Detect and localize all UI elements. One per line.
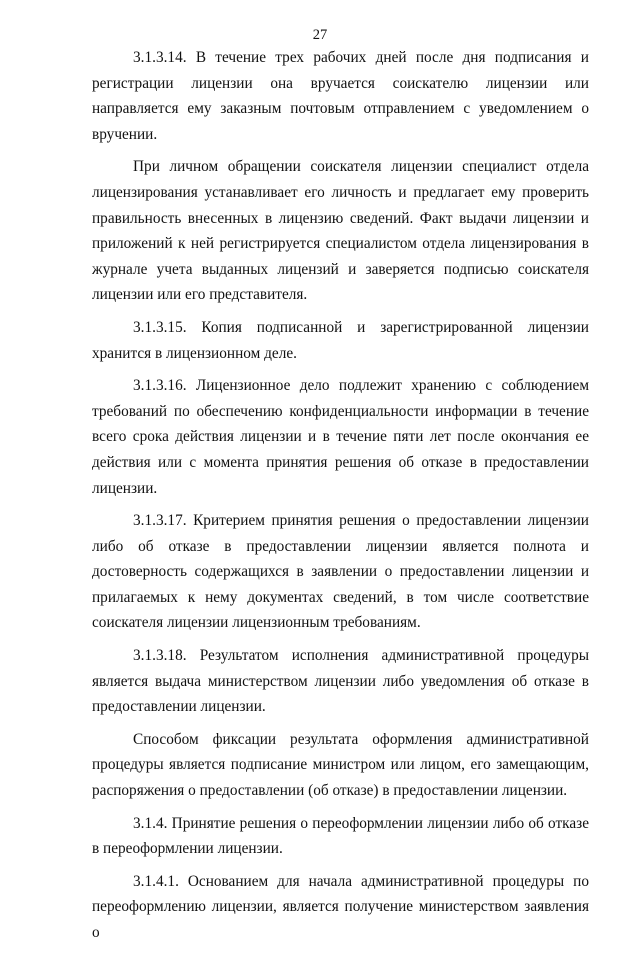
document-body xyxy=(92,45,589,953)
paragraph-3-1-3-17: 3.1.3.17. Критерием принятия решения о предоставлении лицензии либо об отказе в предоставлении лицензии является полнота и достоверность содержащихся в заявлении о предоставлении лицензии и прилагаемых к нему документах сведений, в том числе соответствие соискателя лицензии лицензионным требованиям. xyxy=(92,512,589,632)
paragraph-3-1-3-15: 3.1.3.15. Копия подписанной и зарегистрированной лицензии хранится в лицензионном деле. xyxy=(92,318,589,362)
paragraph-3-1-3-18: 3.1.3.18. Результатом исполнения административной процедуры является выдача министерством лицензии либо уведомления об отказе в предоставлении лицензии. xyxy=(92,647,589,716)
paragraph-fixation-method: Способом фиксации результата оформления административной процедуры является подписание министром или лицом, его замещающим, распоряжения о предоставлении (об отказе) в предоставлении лицензии. xyxy=(92,730,589,800)
paragraph-3-1-3-14: 3.1.3.14. В течение трех рабочих дней после дня подписания и регистрации лицензии она вручается соискателю лицензии или направляется ему заказным почтовым отправлением с уведомлением о вручении. xyxy=(92,49,589,143)
paragraph-3-1-3-16: 3.1.3.16. Лицензионное дело подлежит хранению с соблюдением требований по обеспечению конфиденциальности информации в течение всего срока действия лицензии и в течение пяти лет после окончания ее действия или с момента принятия решения об отказе в предоставлении лицензии. xyxy=(92,377,589,497)
page-number: 27 xyxy=(312,27,328,43)
paragraph-personal-appeal: При личном обращении соискателя лицензии специалист отдела лицензирования устанавливает его личность и предлагает ему проверить правильность внесенных в лицензию сведений. Факт выдачи лицензии и приложений к ней регистрируется специалистом отдела лицензирования в журнале учета выданных лицензий и заверяется подписью соискателя лицензии или его представителя. xyxy=(92,158,589,304)
paragraph-3-1-4: 3.1.4. Принятие решения о переоформлении лицензии либо об отказе в переоформлении лицензии. xyxy=(92,814,589,858)
paragraph-3-1-4-1: 3.1.4.1. Основанием для начала административной процедуры по переоформлению лицензии, является получение министерством заявления о xyxy=(92,872,589,941)
